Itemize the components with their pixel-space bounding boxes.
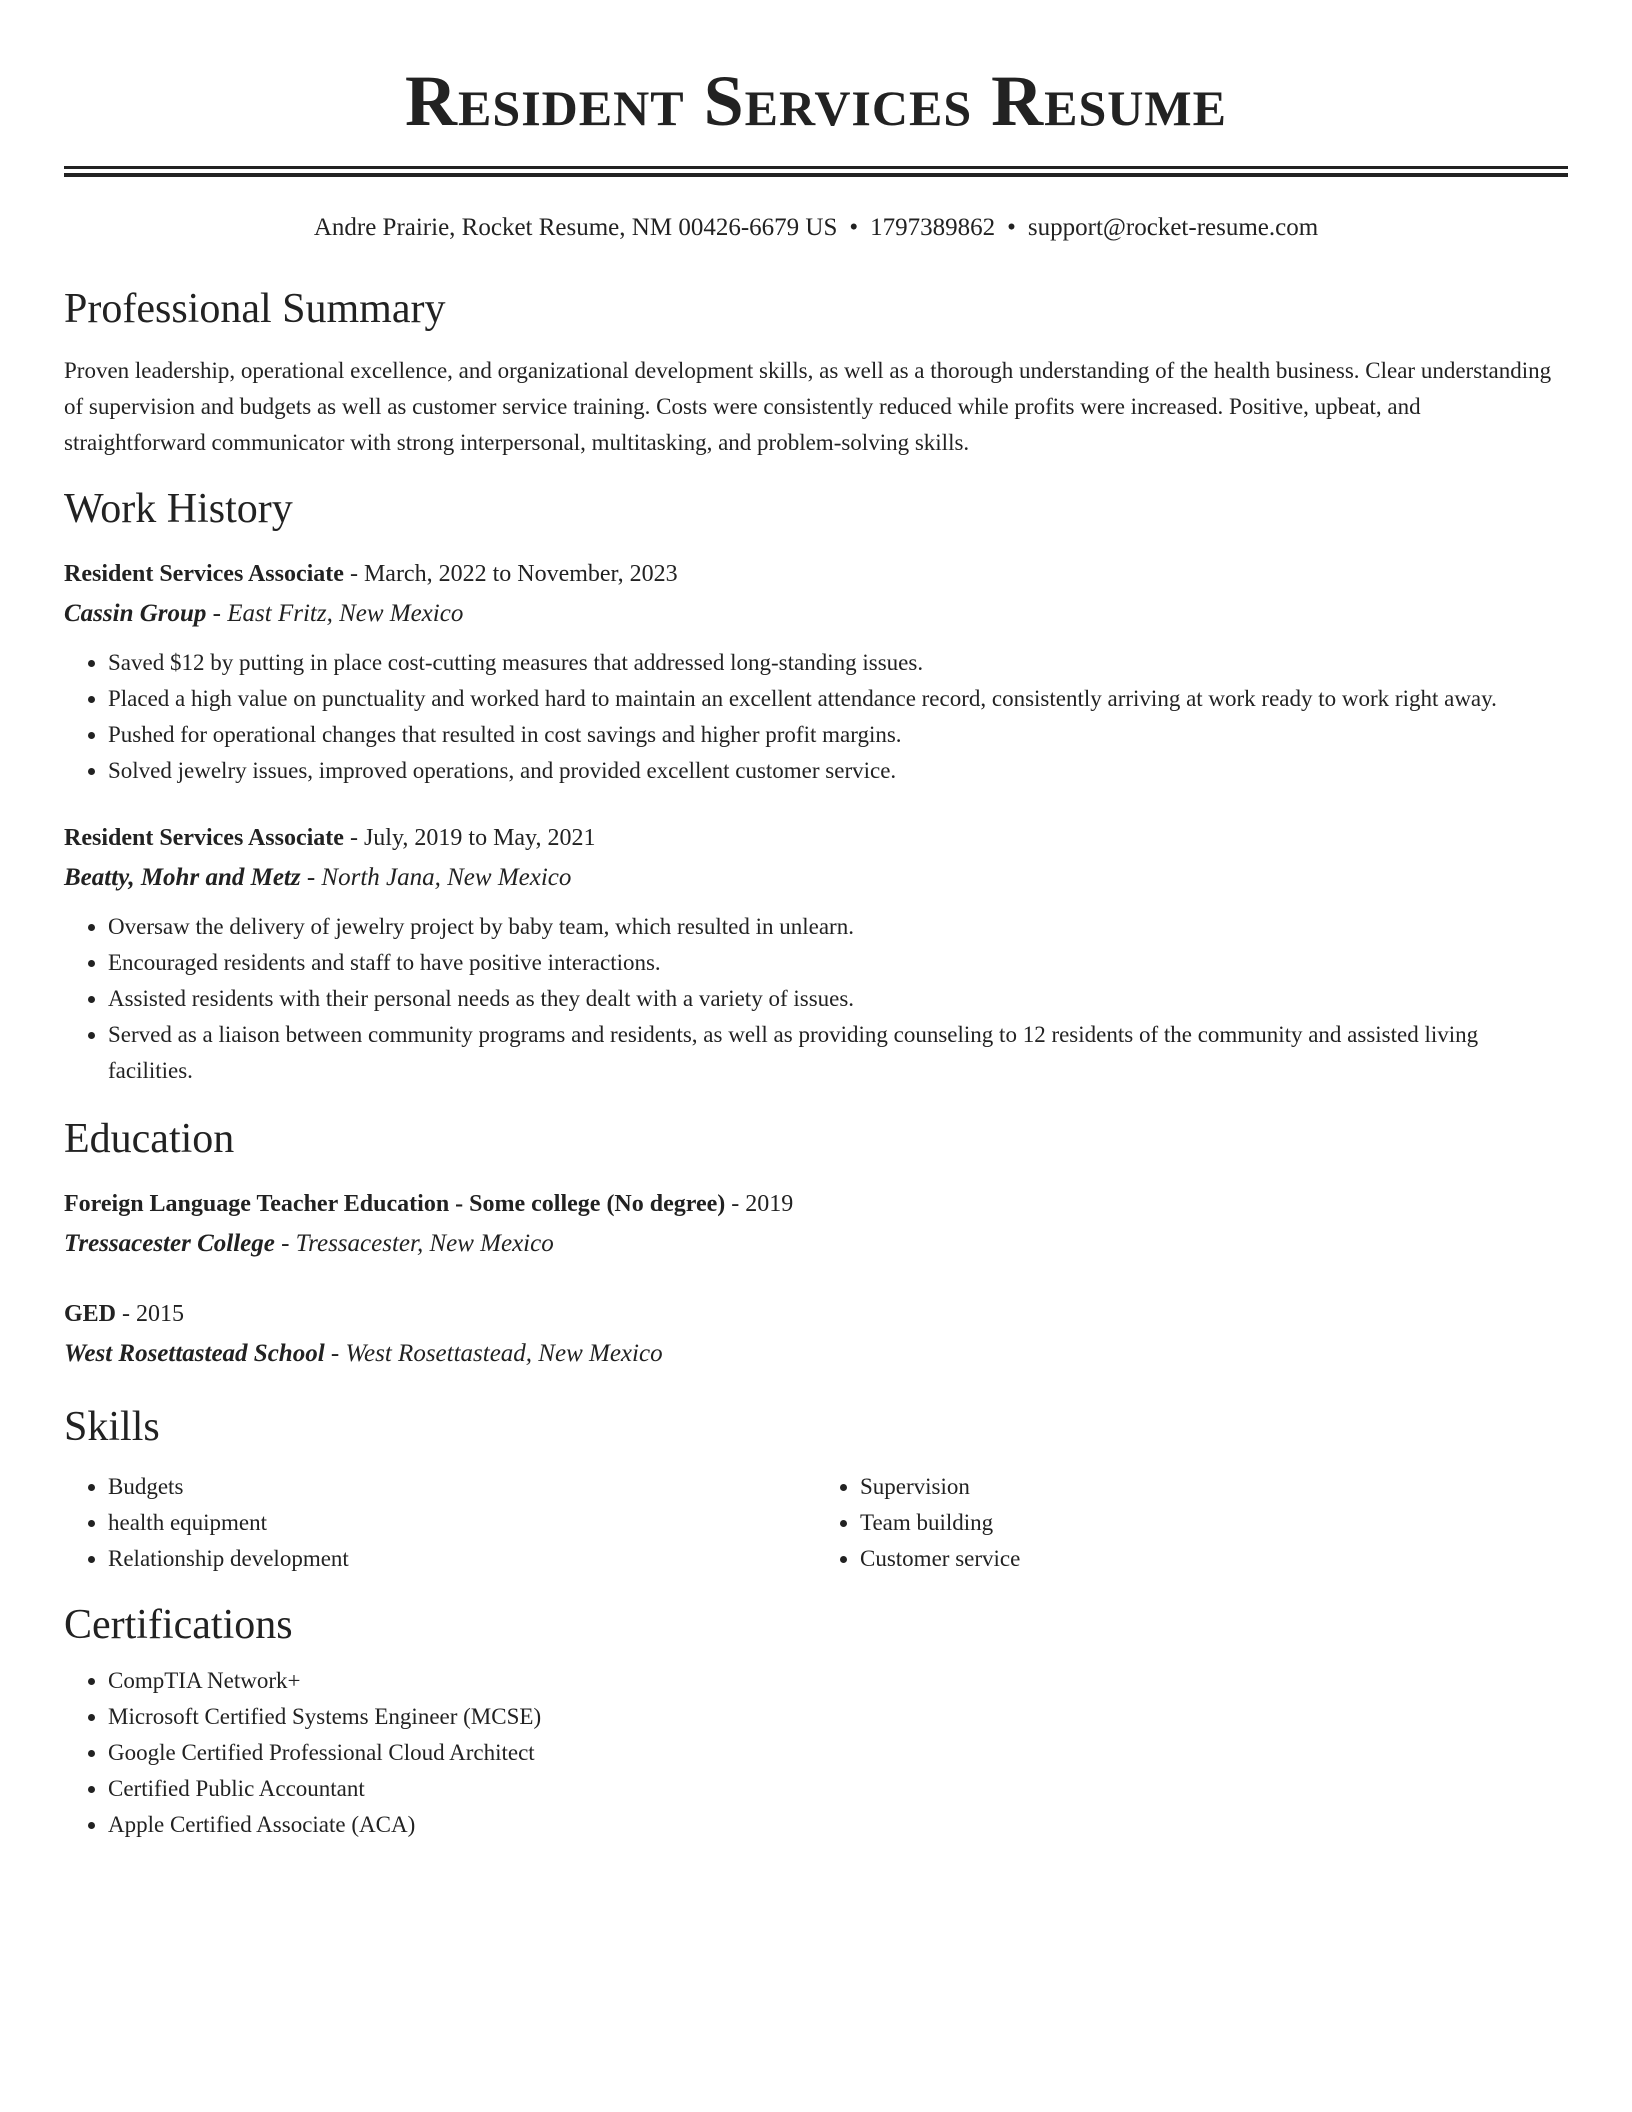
summary-heading: Professional Summary: [64, 286, 446, 332]
summary-text: Proven leadership, operational excellence, and organizational development skills, as well as a thorough understanding of the health business. Clear understanding of supervision and budgets as well as customer service training. Costs were consistently reduced while profits were increased. Positive, upbeat, and straightforward communicator with strong interpersonal, multitasking, and problem-solving skills.: [64, 358, 1552, 455]
degree-line: [64, 1295, 1568, 1334]
contact-email: support@rocket-resume.com: [1027, 214, 1319, 241]
resume-title: Resident Services Resume: [405, 61, 1227, 141]
school-location: - West Rosettastead, New Mexico: [324, 1340, 663, 1367]
title-divider: [64, 166, 1568, 177]
certifications-list: [64, 1663, 1568, 1843]
degree-year: - 2015: [116, 1301, 185, 1327]
skill-item: • Team building: [860, 1505, 1568, 1541]
job-entry: [64, 555, 1568, 789]
job-title-line: [64, 819, 1568, 858]
school-name: West Rosettastead School: [64, 1340, 325, 1367]
job-entry: [64, 819, 1568, 1089]
employer-line: [64, 594, 1568, 633]
skill-item: • Budgets: [108, 1469, 816, 1505]
skill-item: • Customer service: [860, 1541, 1568, 1577]
skills-column-right: [816, 1469, 1568, 1577]
list-item: • Saved $12 by putting in place cost-cutting measures that addressed long-standing issues.: [108, 645, 1568, 681]
certification-item: • Google Certified Professional Cloud Architect: [108, 1735, 1568, 1771]
contact-phone: 1797389862: [870, 214, 996, 241]
school-line: [64, 1334, 1568, 1373]
certification-item: • Apple Certified Associate (ACA): [108, 1807, 1568, 1843]
skills-heading: Skills: [64, 1404, 160, 1450]
certification-item: • Microsoft Certified Systems Engineer (MCSE): [108, 1699, 1568, 1735]
certifications-heading: Certifications: [64, 1602, 293, 1648]
skill-item: • Relationship development: [108, 1541, 816, 1577]
work-history-heading: Work History: [64, 486, 293, 532]
contact-line: [64, 211, 1568, 245]
certification-item: • Certified Public Accountant: [108, 1771, 1568, 1807]
employer-name: Cassin Group: [64, 600, 207, 627]
degree-year: - 2019: [725, 1191, 794, 1217]
education-entry: [64, 1295, 1568, 1373]
list-item: • Oversaw the delivery of jewelry project by baby team, which resulted in unlearn.: [108, 909, 1568, 945]
list-item: • Served as a liaison between community programs and residents, as well as providing counseling to 12 residents of the community and assisted living facilities.: [108, 1017, 1568, 1089]
job-title-line: [64, 555, 1568, 594]
education-heading: Education: [64, 1116, 235, 1162]
employer-name: Beatty, Mohr and Metz: [64, 864, 301, 891]
job-title: Resident Services Associate: [64, 561, 344, 587]
employer-line: [64, 858, 1568, 897]
employer-location: - East Fritz, New Mexico: [206, 600, 464, 627]
contact-separator: •: [1007, 214, 1016, 241]
certification-item: • CompTIA Network+: [108, 1663, 1568, 1699]
contact-address: Andre Prairie, Rocket Resume, NM 00426-6679 US: [313, 214, 838, 241]
degree-line: [64, 1185, 1568, 1224]
job-title: Resident Services Associate: [64, 825, 344, 851]
education-entry: [64, 1185, 1568, 1263]
list-item: • Encouraged residents and staff to have positive interactions.: [108, 945, 1568, 981]
skills-column-left: [64, 1469, 816, 1577]
list-item: • Pushed for operational changes that resulted in cost savings and higher profit margins.: [108, 717, 1568, 753]
contact-separator: •: [849, 214, 859, 241]
school-name: Tressacester College: [64, 1230, 275, 1257]
job-bullets: [64, 909, 1568, 1089]
employer-location: - North Jana, New Mexico: [300, 864, 572, 891]
school-location: - Tressacester, New Mexico: [274, 1230, 554, 1257]
school-line: [64, 1224, 1568, 1263]
job-bullets: [64, 645, 1568, 789]
skills-grid: [64, 1469, 1568, 1577]
job-dates: - July, 2019 to May, 2021: [343, 825, 596, 851]
list-item: • Solved jewelry issues, improved operations, and provided excellent customer service.: [108, 753, 1568, 789]
list-item: • Placed a high value on punctuality and worked hard to maintain an excellent attendance record, consistently arriving at work ready to work right away.: [108, 681, 1568, 717]
list-item: • Assisted residents with their personal needs as they dealt with a variety of issues.: [108, 981, 1568, 1017]
degree-name: Foreign Language Teacher Education - Some college (No degree): [64, 1191, 726, 1217]
degree-name: GED: [64, 1301, 117, 1327]
skill-item: • health equipment: [108, 1505, 816, 1541]
resume-page: [64, 0, 1568, 1843]
job-dates: - March, 2022 to November, 2023: [343, 561, 678, 587]
skill-item: • Supervision: [860, 1469, 1568, 1505]
